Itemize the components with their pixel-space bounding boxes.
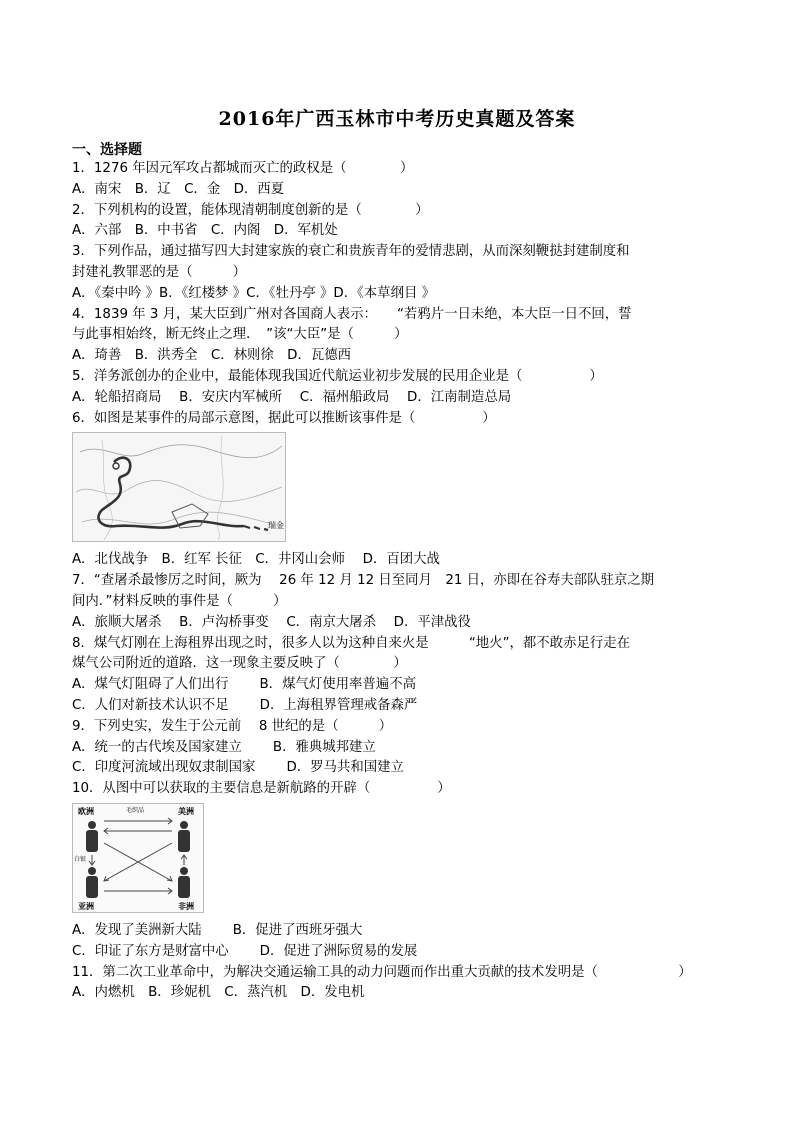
- question-stem-cont: 间内．”材料反映的事件是（ ）: [72, 593, 287, 609]
- question-4: [72, 305, 772, 367]
- question-5: [72, 367, 772, 409]
- label-america: 美洲: [178, 806, 194, 816]
- label-europe: 欧洲: [78, 806, 94, 816]
- question-options-row-1: A．统一的古代埃及国家建立 B．雅典城邦建立: [72, 739, 376, 755]
- question-8: [72, 634, 772, 717]
- trade-routes-image: [72, 803, 204, 913]
- question-7: [72, 571, 772, 633]
- question-6: [72, 409, 772, 572]
- label-silver: 白银: [74, 855, 87, 863]
- map-label: 瑞金: [268, 521, 284, 531]
- question-stem-cont: 与此事相始终，断无终止之理． ”该“大臣”是（ ）: [72, 327, 408, 343]
- question-stem: 6．如图是某事件的局部示意图，据此可以推断该事件是（ ）: [72, 410, 496, 426]
- question-stem: 1．1276 年因元军攻占都城而灭亡的政权是（ ）: [72, 161, 414, 176]
- question-stem-cont: 煤气公司附近的道路．这一现象主要反映了（ ）: [72, 656, 407, 672]
- question-stem: 7．“查屠杀最惨厉之时间，厥为 26 年 12 月 12 日至同月 21 日，亦即在谷寿夫部队驻京之期: [72, 573, 655, 589]
- long-march-map-figure: [72, 432, 772, 542]
- question-options: A．琦善 B．洪秀全 C．林则徐 D．瓦德西: [72, 348, 352, 364]
- question-stem: 3．下列作品，通过描写四大封建家族的衰亡和贵族青年的爱情悲剧，从而深刻鞭挞封建制度和: [72, 244, 630, 260]
- question-options: A．北伐战争 B．红军 长征 C．井冈山会师 D．百团大战: [72, 552, 440, 568]
- page-title: 2016年广西玉林市中考历史真题及答案: [218, 108, 576, 130]
- question-3: [72, 242, 772, 304]
- question-options-row-2: C．印度河流域出现奴隶制国家 D．罗马共和国建立: [72, 760, 404, 776]
- question-stem: 4．1839 年 3 月，某大臣到广州对各国商人表示： “若鸦片一日未绝，本大臣一日不回，誓: [72, 306, 632, 322]
- question-list: [72, 159, 772, 1004]
- question-10: [72, 779, 772, 962]
- question-stem: 9．下列史实，发生于公元前 8 世纪的是（ ）: [72, 718, 393, 734]
- question-stem: 10．从图中可以获取的主要信息是新航路的开辟（ ）: [72, 781, 451, 797]
- question-stem: 5．洋务派创办的企业中，最能体现我国近代航运业初步发展的民用企业是（ ）: [72, 368, 603, 384]
- question-options-row-1: A．发现了美洲新大陆 B．促进了西班牙强大: [72, 922, 363, 938]
- question-options: A．内燃机 B．珍妮机 C．蒸汽机 D．发电机: [72, 985, 365, 1001]
- question-11: [72, 963, 772, 1005]
- question-options: A．南宋 B．辽 C．金 D．西夏: [72, 181, 285, 197]
- question-options-row-1: A．煤气灯阻碍了人们出行 B．煤气灯使用率普遍不高: [72, 677, 416, 693]
- route-map-image: [72, 432, 286, 542]
- question-9: [72, 717, 772, 779]
- question-options: A．旅顺大屠杀 B．卢沟桥事变 C．南京大屠杀 D．平津战役: [72, 614, 471, 630]
- question-stem: 8．煤气灯刚在上海租界出现之时，很多人以为这种自来火是 “地火”，都不敢赤足行走在: [72, 635, 631, 651]
- question-options: A．六部 B．中书省 C．内阁 D．军机处: [72, 223, 338, 239]
- question-1: [72, 159, 772, 201]
- question-stem: 2．下列机构的设置，能体现清朝制度创新的是（ ）: [72, 202, 429, 218]
- question-2: [72, 201, 772, 243]
- label-africa: 非洲: [178, 901, 194, 911]
- question-options-row-2: C．印证了东方是财富中心 D．促进了洲际贸易的发展: [72, 943, 418, 959]
- question-options-row-2: C．人们对新技术认识不足 D．上海租界管理戒备森严: [72, 697, 418, 713]
- map-label-ruijin: [268, 520, 284, 530]
- section-heading: 一、选择题: [72, 142, 142, 158]
- question-stem-cont: 封建礼教罪恶的是（ ）: [72, 264, 247, 280]
- label-woolens: 毛织品: [126, 806, 145, 814]
- question-options: A．《秦中吟 》B．《红楼梦 》C．《牡丹亭 》D．《本草纲目 》: [72, 285, 435, 301]
- question-stem: 11．第二次工业革命中，为解决交通运输工具的动力问题而作出重大贡献的技术发明是（ ）: [72, 964, 692, 980]
- label-asia: 亚洲: [78, 901, 94, 911]
- trade-routes-figure: [72, 803, 772, 913]
- question-options: A．轮船招商局 B．安庆内军械所 C．福州船政局 D．江南制造总局: [72, 389, 512, 405]
